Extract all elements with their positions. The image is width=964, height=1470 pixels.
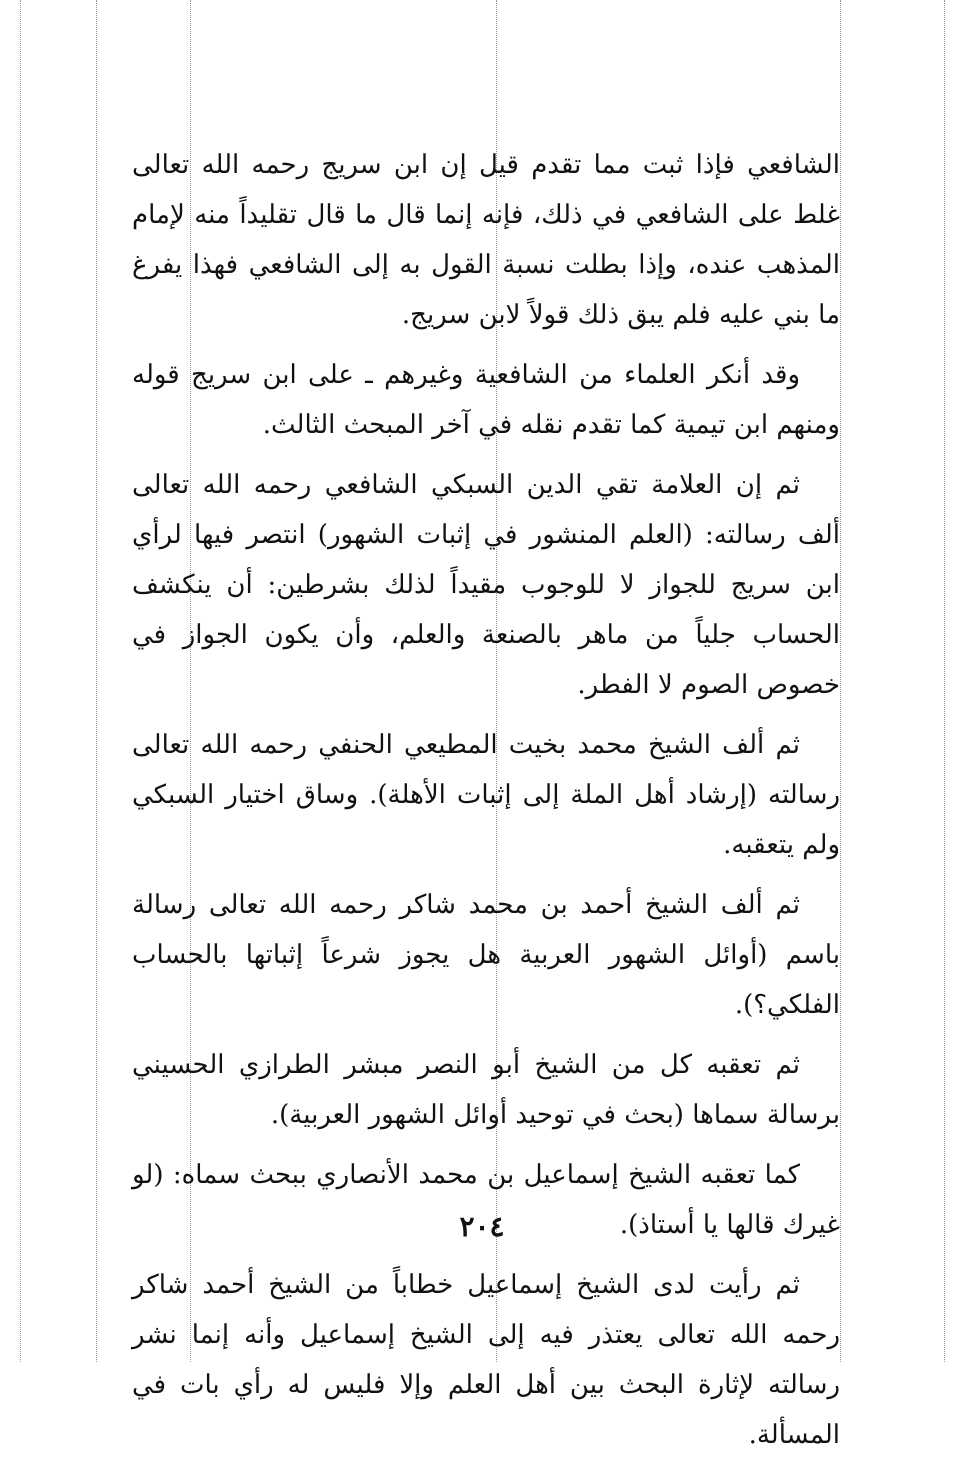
paragraph-3: ثم إن العلامة تقي الدين السبكي الشافعي رحمه الله تعالى ألف رسالته: (العلم المنشور في إثبات الشهور) انتصر فيها لرأي ابن سريج للجواز لا للوجوب مقيداً لذلك بشرطين: أن ينكشف الحساب جلياً من ماهر بالصنعة والعلم، وأن يكون الجواز في خصوص الصوم لا الفطر.: [132, 470, 840, 700]
paragraph-6: ثم تعقبه كل من الشيخ أبو النصر مبشر الطرازي الحسيني برسالة سماها (بحث في توحيد أوائل الشهور العربية).: [132, 1050, 840, 1130]
paragraph-7: كما تعقبه الشيخ إسماعيل بن محمد الأنصاري ببحث سماه: (لو غيرك قالها يا أستاذ).: [132, 1160, 840, 1240]
paragraph-8: ثم رأيت لدى الشيخ إسماعيل خطاباً من الشيخ أحمد شاكر رحمه الله تعالى يعتذر فيه إلى الشيخ إسماعيل وأنه إنما نشر رسالته لإثارة البحث بين أهل العلم وإلا فليس له رأي بات في المسألة.: [132, 1270, 840, 1450]
body-text: [132, 140, 840, 1470]
paragraph-1: الشافعي فإذا ثبت مما تقدم قيل إن ابن سريج رحمه الله تعالى غلط على الشافعي في ذلك، فإنه إنما قال ما قال تقليداً منه لإمام المذهب عنده، وإذا بطلت نسبة القول به إلى الشافعي فهذا يفرغ ما بني عليه فلم يبق ذلك قولاً لابن سريج.: [132, 150, 840, 330]
scan-margin-dots-left-inner: [96, 0, 97, 1362]
scan-margin-dots-right: [944, 0, 945, 1362]
page-number: ٢٠٤: [459, 1210, 505, 1243]
scan-fold-dots-3: [840, 0, 841, 1362]
paragraph-4: ثم ألف الشيخ محمد بخيت المطيعي الحنفي رحمه الله تعالى رسالته (إرشاد أهل الملة إلى إثبات الأهلة). وساق اختيار السبكي ولم يتعقبه.: [132, 730, 840, 860]
paragraph-5: ثم ألف الشيخ أحمد بن محمد شاكر رحمه الله تعالى رسالة باسم (أوائل الشهور العربية هل يجوز شرعاً إثباتها بالحساب الفلكي؟).: [132, 890, 840, 1020]
paragraph-2: وقد أنكر العلماء من الشافعية وغيرهم ـ على ابن سريج قوله ومنهم ابن تيمية كما تقدم نقله في آخر المبحث الثالث.: [132, 360, 840, 440]
scan-margin-dots-left: [20, 0, 21, 1362]
